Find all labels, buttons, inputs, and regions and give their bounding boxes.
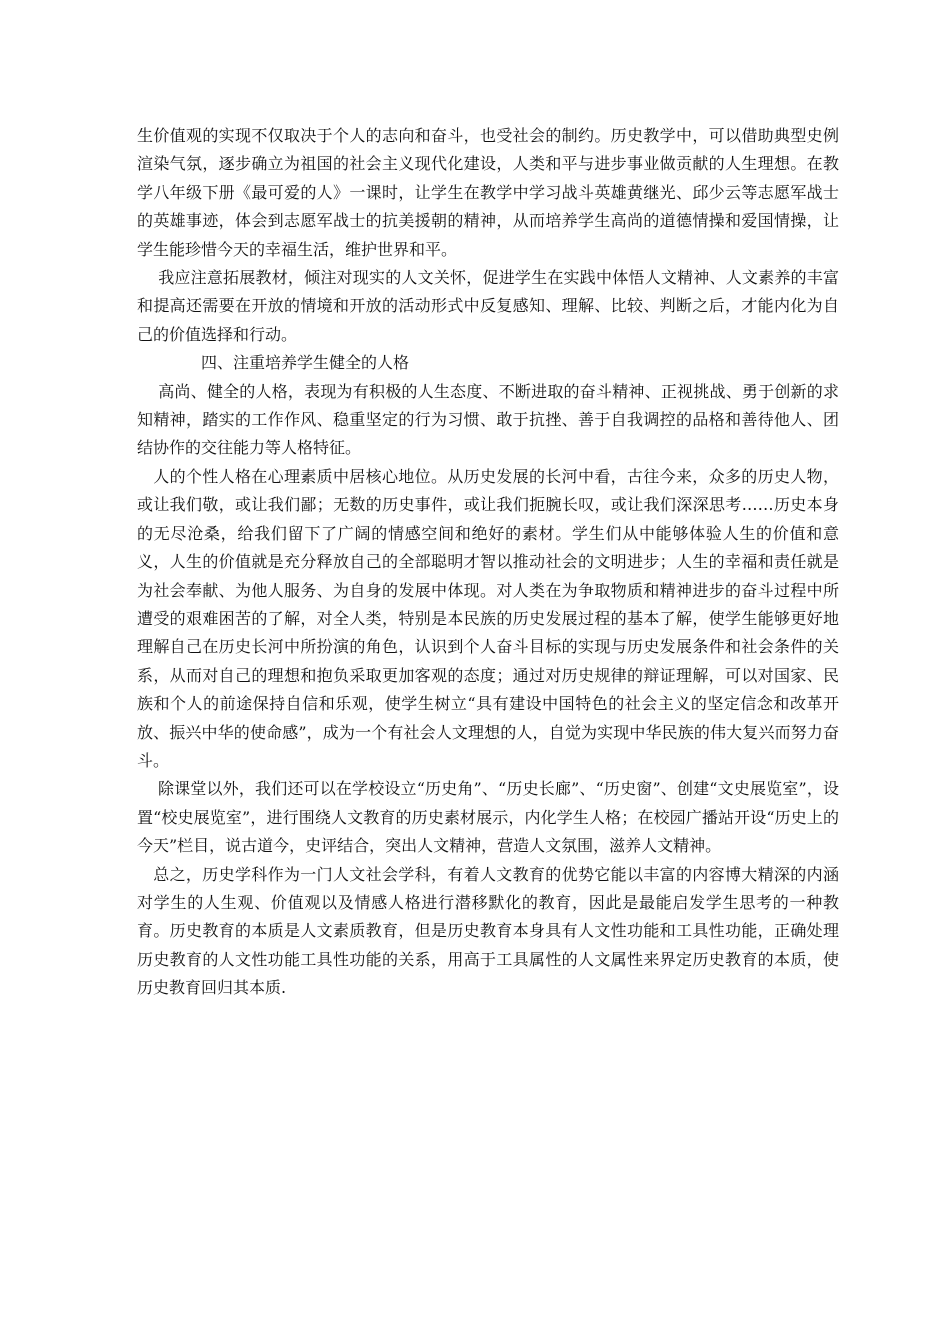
paragraph-beyond-classroom: 除课堂以外，我们还可以在学校设立“历史角”、“历史长廊”、“历史窗”、创建“文史展览室”，设置“校史展览室”，进行围绕人文教育的历史素材展示，内化学生人格；在校园广播站开设“历史上的今天”栏目，说古道今，史评结合，突出人文精神，营造人文氛围，滋养人文精神。: [137, 779, 839, 856]
section-heading-personality: 四、注重培养学生健全的人格: [201, 353, 410, 373]
paragraph-conclusion: 总之，历史学科作为一门人文社会学科，有着人文教育的优势它能以丰富的内容博大精深的内涵对学生的人生观、价值观以及情感人格进行潜移默化的教育，因此是最能启发学生思考的一种教育。历史教育的本质是人文素质教育，但是历史教育本身具有人文性功能和工具性功能，正确处理历史教育的人文性功能工具性功能的关系，用高于工具属性的人文属性来界定历史教育的本质，使历史教育回归其本质.: [137, 864, 839, 998]
paragraph-individual-personality: 人的个性人格在心理素质中居核心地位。从历史发展的长河中看，古往今来，众多的历史人物，或让我们敬，或让我们鄙；无数的历史事件，或让我们扼腕长叹，或让我们深深思考……历史本身的无尽沧桑，给我们留下了广阔的情感空间和绝好的素材。学生们从中能够体验人生的价值和意义，人生的价值就是充分释放自己的全部聪明才智以推动社会的文明进步；人生的幸福和责任就是为社会奉献、为他人服务、为自身的发展中体现。对人类在为争取物质和精神进步的奋斗过程中所遭受的艰难困苦的了解，对全人类，特别是本民族的历史发展过程的基本了解，使学生能够更好地理解自己在历史长河中所扮演的角色，认识到个人奋斗目标的实现与历史发展条件和社会条件的关系，从而对自己的理想和抱负采取更加客观的态度；通过对历史规律的辩证理解，可以对国家、民族和个人的前途保持自信和乐观，使学生树立“具有建设中国特色的社会主义的坚定信念和改革开放、振兴中华的使命感”，成为一个有社会人文理想的人，自觉为实现中华民族的伟大复兴而努力奋斗。: [137, 466, 839, 770]
paragraph-value-realization: 生价值观的实现不仅取决于个人的志向和奋斗，也受社会的制约。历史教学中，可以借助典型史例渲染气氛，逐步确立为祖国的社会主义现代化建设，人类和平与进步事业做贡献的人生理想。在教学八年级下册《最可爱的人》一课时，让学生在教学中学习战斗英雄黄继光、邱少云等志愿军战士的英雄事迹，体会到志愿军战士的抗美援朝的精神，从而培养学生高尚的道德情操和爱国情操，让学生能珍惜今天的幸福生活，维护世界和平。: [137, 126, 839, 259]
paragraph-expand-textbook: 我应注意拓展教材，倾注对现实的人文关怀，促进学生在实践中体悟人文精神、人文素养的丰富和提高还需要在开放的情境和开放的活动形式中反复感知、理解、比较、判断之后，才能内化为自己的价值选择和行动。: [137, 268, 839, 344]
paragraph-sound-personality: 高尚、健全的人格，表现为有积极的人生态度、不断进取的奋斗精神、正视挑战、勇于创新的求知精神，踏实的工作作风、稳重坚定的行为习惯、敢于抗挫、善于自我调控的品格和善待他人、团结协作的交往能力等人格特征。: [137, 381, 839, 458]
document-body: [137, 122, 839, 1003]
